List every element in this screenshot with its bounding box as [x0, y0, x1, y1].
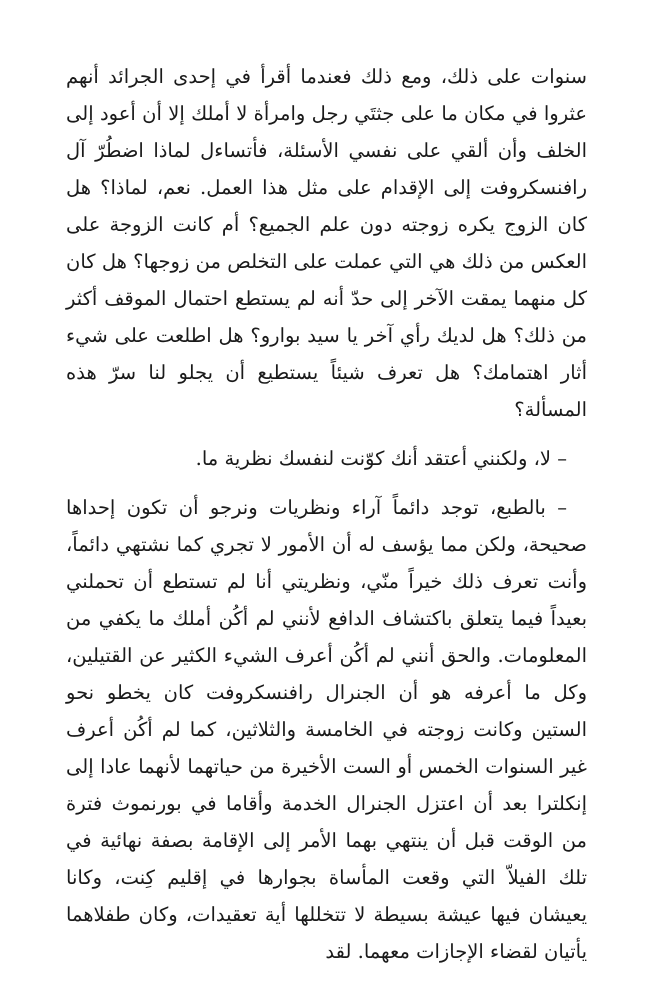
paragraph-dialogue-explanation: – بالطبع، توجد دائماً آراء ونظريات ونرجو أن تكون إحداها صحيحة، ولكن مما يؤسف له أن الأمور لا تجري كما نشتهي دائماً، وأنت تعرف ذلك خيراً منّي، ونظريتي أنا لم تستطع أن تحملني بعيداً فيما يتعلق باكتشاف الدافع لأنني لم أكُن أملك ما يكفي من المعلومات. والحق أنني لم أكُن أعرف الشيء الكثير عن القتيلين، وكل ما أعرفه هو أن الجنرال رافنسكروفت كان يخطو نحو الستين وكانت زوجته في الخامسة والثلاثين، كما لم أكُن أعرف غير السنوات الخمس أو الست الأخيرة من حياتهما لأنهما عادا إلى إنكلترا بعد أن اعتزل الجنرال الخدمة وأقاما في بورنموث فترة من الوقت قبل أن ينتهي بهما الأمر إلى الإقامة بصفة نهائية في تلك الفيلاّ التي وقعت المأساة بجوارها في إقليم كِنت، وكانا يعيشان فيها عيشة بسيطة لا تتخللها أية تعقيدات، وكان طفلاهما يأتيان لقضاء الإجازات معهما. لقد [66, 496, 587, 963]
paragraph-narration: سنوات على ذلك، ومع ذلك فعندما أقرأ في إحدى الجرائد أنهم عثروا في مكان ما على جثتَي رجل وامرأة لا أملك إلا أن أعود إلى الخلف وأن ألقي على نفسي الأسئلة، فأتساءل لماذا اضطُرّ آل رافنسكروفت إلى الإقدام على مثل هذا العمل. نعم، لماذا؟ هل كان الزوج يكره زوجته دون علم الجميع؟ أم كانت الزوجة على العكس من ذلك هي التي عملت على التخلص من زوجها؟ هل كان كل منهما يمقت الآخر إلى حدّ أنه لم يستطع احتمال الموقف أكثر من ذلك؟ هل لديك رأي آخر يا سيد بوارو؟ هل اطلعت على شيء أثار اهتمامك؟ هل تعرف شيئاً يستطيع أن يجلو لنا سرّ هذه المسألة؟ [66, 65, 587, 421]
paragraph-dialogue-reply: – لا، ولكنني أعتقد أنك كوّنت لنفسك نظرية ما. [195, 447, 567, 470]
page-text [66, 58, 587, 970]
